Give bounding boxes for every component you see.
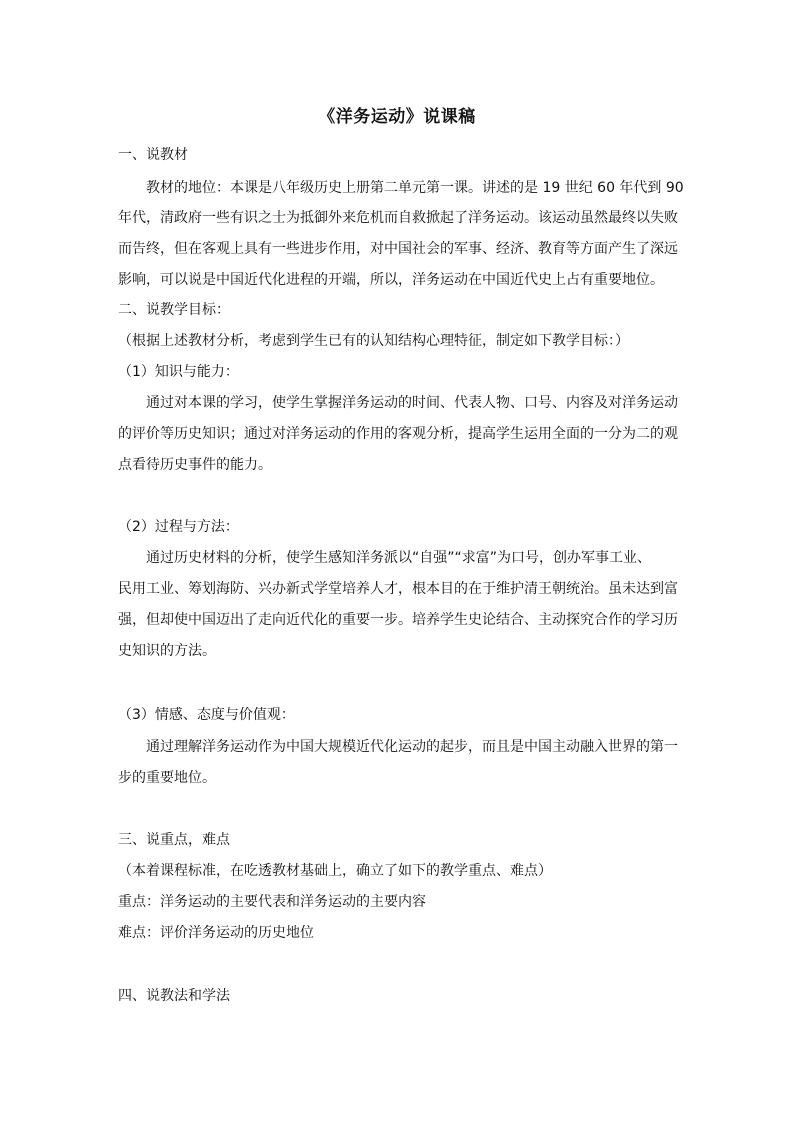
section-heading-textbook: 一、说教材: [118, 147, 188, 163]
process-paragraph-line: 强，但却使中国迈出了走向近代化的重要一步。培养学生史论结合、主动探究合作的学习历: [118, 612, 678, 628]
goal-heading-knowledge: （1）知识与能力：: [118, 364, 239, 380]
process-paragraph-line: 通过历史材料的分析，使学生感知洋务派以“自强”“求富”为口号，创办军事工业、: [146, 550, 652, 566]
values-paragraph-line: 步的重要地位。: [118, 770, 216, 786]
goal-heading-values: （3）情感、态度与价值观：: [118, 707, 295, 723]
values-paragraph-line: 通过理解洋务运动作为中国大规模近代化运动的起步，而且是中国主动融入世界的第一: [146, 739, 678, 755]
textbook-paragraph-line: 教材的地位：本课是八年级历史上册第二单元第一课。讲述的是 19 世纪 60 年代到 90: [146, 180, 684, 196]
section-heading-methods: 四、说教法和学法: [118, 988, 230, 1004]
textbook-paragraph-line: 年代，清政府一些有识之士为抵御外来危机而自救掀起了洋务运动。该运动虽然最终以失败: [118, 210, 678, 226]
process-paragraph-line: 史知识的方法。: [118, 643, 216, 659]
difficult-point-line: 难点：评价洋务运动的历史地位: [118, 925, 314, 941]
knowledge-paragraph-line: 的评价等历史知识；通过对洋务运动的作用的客观分析，提高学生运用全面的一分为二的观: [118, 426, 678, 442]
process-paragraph-line: 民用工业、筹划海防、兴办新式学堂培养人才，根本目的在于维护清王朝统治。虽未达到富: [118, 581, 678, 597]
textbook-paragraph-line: 影响，可以说是中国近代化进程的开端，所以，洋务运动在中国近代史上占有重要地位。: [118, 272, 664, 288]
goal-heading-process: （2）过程与方法：: [118, 519, 239, 535]
knowledge-paragraph-line: 通过对本课的学习，使学生掌握洋务运动的时间、代表人物、口号、内容及对洋务运动: [146, 395, 678, 411]
key-point-line: 重点：洋务运动的主要代表和洋务运动的主要内容: [118, 894, 426, 910]
knowledge-paragraph-line: 点看待历史事件的能力。: [118, 457, 272, 473]
section-heading-key-points: 三、说重点，难点: [118, 832, 230, 848]
goals-intro: （根据上述教材分析，考虑到学生已有的认知结构心理特征，制定如下教学目标：）: [118, 333, 629, 349]
key-points-intro: （本着课程标准，在吃透教材基础上，确立了如下的教学重点、难点）: [118, 863, 552, 879]
section-heading-goals: 二、说教学目标：: [118, 302, 230, 318]
textbook-paragraph-line: 而告终，但在客观上具有一些进步作用，对中国社会的军事、经济、教育等方面产生了深远: [118, 241, 678, 257]
document-title: 《洋务运动》说课稿: [318, 107, 476, 127]
